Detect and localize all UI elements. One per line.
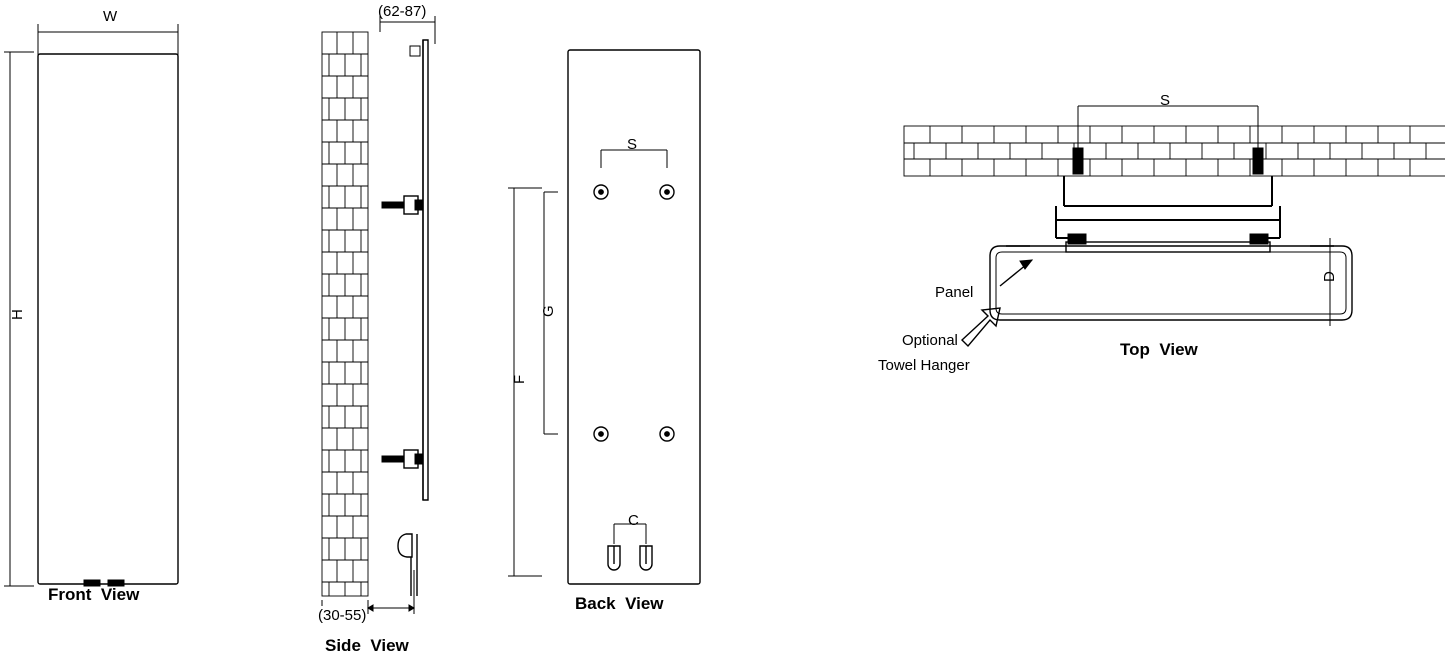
label-optional-towel-hanger-line1: Optional	[902, 332, 958, 349]
label-dim-c: C	[628, 512, 639, 529]
label-dim-g: G	[540, 305, 557, 317]
label-panel: Panel	[935, 284, 974, 301]
label-spacing-top-view: S	[1160, 92, 1171, 109]
label-dim-d: D	[1321, 271, 1338, 282]
label-width: W	[103, 8, 118, 25]
label-bracket-range-top: (62-87)	[378, 3, 427, 20]
label-spacing-back: S	[627, 136, 638, 153]
title-top-view: Top View	[1120, 340, 1198, 359]
title-side-view: Side View	[325, 636, 409, 655]
label-height: H	[9, 309, 26, 320]
label-optional-towel-hanger-line2: Towel Hanger	[878, 357, 970, 374]
label-bracket-range-bottom: (30-55)	[318, 607, 367, 624]
top-view-graphic	[890, 88, 1445, 428]
title-front-view: Front View	[48, 585, 140, 604]
title-back-view: Back View	[575, 594, 664, 613]
front-view-graphic	[0, 10, 260, 630]
side-view-graphic	[310, 10, 510, 660]
label-dim-f: F	[511, 374, 528, 384]
back-view-graphic	[500, 10, 750, 630]
